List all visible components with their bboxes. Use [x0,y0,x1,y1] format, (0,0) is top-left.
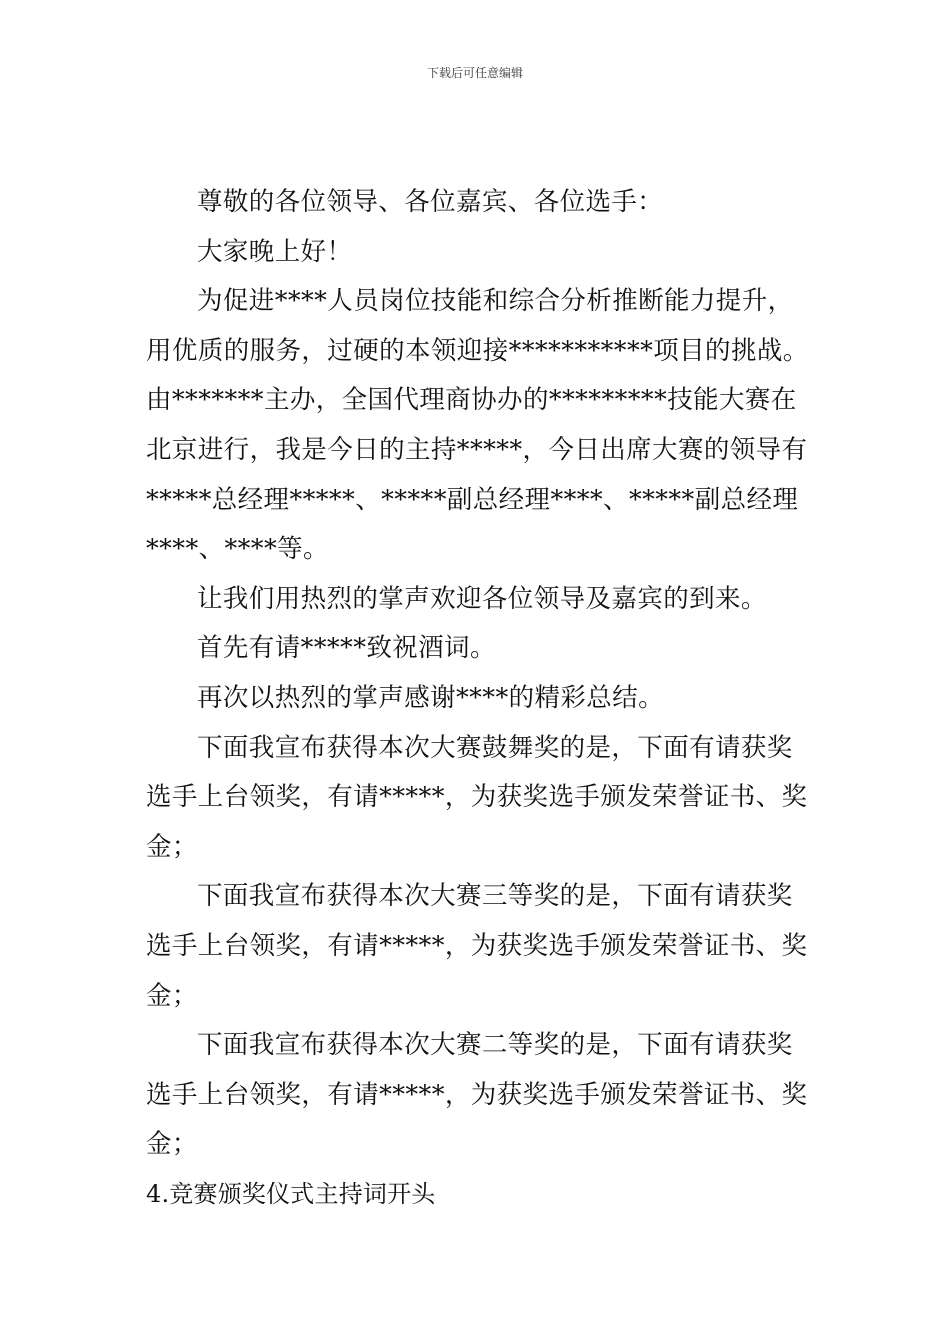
paragraph-welcome-applause: 让我们用热烈的掌声欢迎各位领导及嘉宾的到来。 [197,583,767,614]
paragraph-greeting: 尊敬的各位领导、各位嘉宾、各位选手： [197,187,664,217]
paragraph-thanks-summary: 再次以热烈的掌声感谢****的精彩总结。 [197,682,665,713]
document-body [146,178,810,1219]
page-header-note: 下载后可任意编辑 [426,66,523,80]
paragraph-good-evening: 大家晚上好！ [197,236,353,267]
paragraph-third-prize: 下面我宣布获得本次大赛三等奖的是，下面有请获奖选手上台领奖，有请*****，为获奖选手颁发荣誉证书、奖金； [146,881,808,1011]
paragraph-encouragement-award: 下面我宣布获得本次大赛鼓舞奖的是，下面有请获奖选手上台领奖，有请*****，为获奖选手颁发荣誉证书、奖金； [146,732,808,862]
section-heading: 4.竞赛颁奖仪式主持词开头 [146,1179,436,1208]
paragraph-toast: 首先有请*****致祝酒词。 [197,633,496,664]
paragraph-second-prize: 下面我宣布获得本次大赛二等奖的是，下面有请获奖选手上台领奖，有请*****，为获奖选手颁发荣誉证书、奖金； [146,1030,808,1160]
paragraph-introduction: 为促进****人员岗位技能和综合分析推断能力提升，用优质的服务，过硬的本领迎接***********项目的挑战。由*******主办，全国代理商协办的*********技能大赛在北京进行，我是今日的主持*****，今日出席大赛的领导有*****总经理*****、*****副总经理****、*****副总经理****、****等。 [146,286,809,565]
